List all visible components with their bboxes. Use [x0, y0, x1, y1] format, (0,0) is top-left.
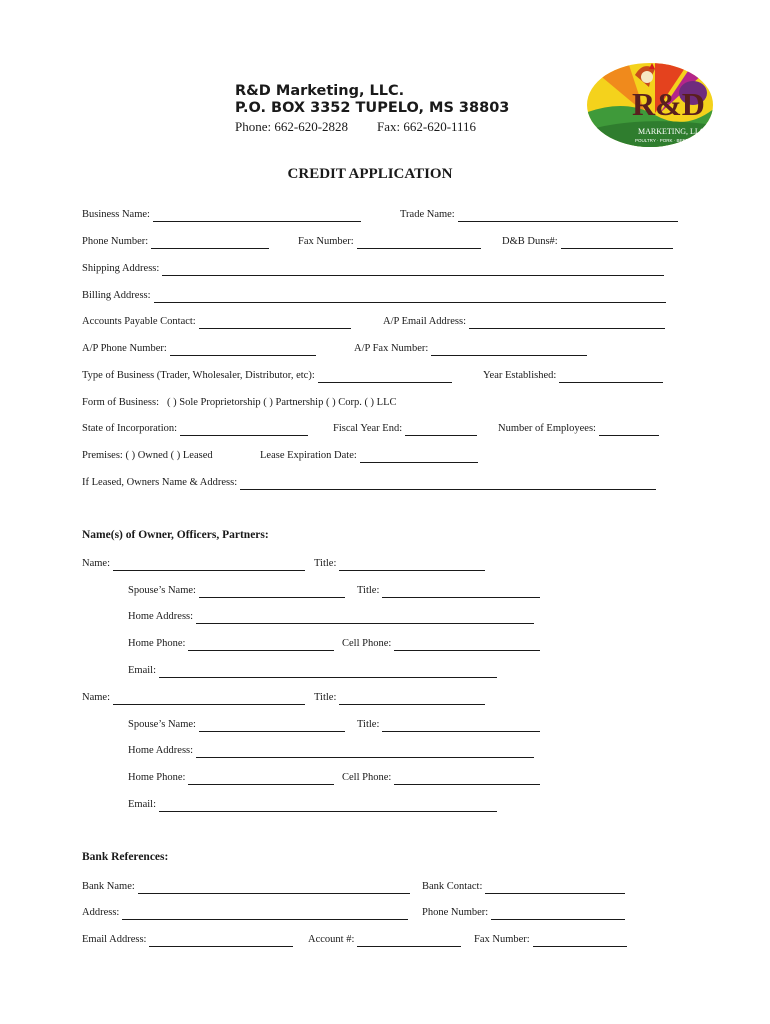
- bank-account-field[interactable]: [308, 931, 461, 947]
- owner1-spouse-title-label: Title:: [357, 585, 380, 596]
- owner2-spouse-title-label: Title:: [357, 719, 380, 730]
- phone-number-label: Phone Number:: [82, 236, 149, 247]
- owner2-email-field[interactable]: [128, 796, 497, 812]
- owner1-spouse-field[interactable]: [128, 582, 345, 598]
- form-title: CREDIT APPLICATION: [287, 166, 453, 182]
- owner1-name-label: Name:: [82, 558, 110, 569]
- form-of-business-field[interactable]: [82, 394, 397, 410]
- billing-address-field[interactable]: [82, 287, 666, 303]
- trade-name-label: Trade Name:: [400, 209, 455, 220]
- bank-account-label: Account #:: [308, 934, 355, 945]
- ap-fax-label: A/P Fax Number:: [354, 343, 429, 354]
- owner2-title-field[interactable]: [314, 689, 485, 705]
- owner2-home-address-label: Home Address:: [128, 745, 194, 756]
- owner1-home-phone-field[interactable]: [128, 635, 334, 651]
- form-of-business-options[interactable]: ( ) Sole Proprietorship ( ) Partnership ( ) Corp. ( ) LLC: [167, 397, 397, 408]
- phone-number-field[interactable]: [82, 233, 269, 249]
- owner2-email-label: Email:: [128, 799, 156, 810]
- bank-address-label: Address:: [82, 907, 120, 918]
- bank-email-label: Email Address:: [82, 934, 147, 945]
- owner1-title-label: Title:: [314, 558, 337, 569]
- ap-fax-field[interactable]: [354, 340, 587, 356]
- ap-email-field[interactable]: [383, 313, 665, 329]
- owner2-spouse-label: Spouse’s Name:: [128, 719, 196, 730]
- company-name: R&D Marketing, LLC.: [235, 83, 405, 99]
- shipping-address-label: Shipping Address:: [82, 263, 160, 274]
- form-of-business-label: Form of Business:: [82, 397, 160, 408]
- owner2-name-field[interactable]: [82, 689, 305, 705]
- dnb-duns-field[interactable]: [502, 233, 673, 249]
- owner2-spouse-field[interactable]: [128, 716, 345, 732]
- company-phone: Phone: 662-620-2828: [235, 119, 349, 134]
- owner1-name-field[interactable]: [82, 555, 305, 571]
- dnb-duns-label: D&B Duns#:: [502, 236, 558, 247]
- ap-contact-field[interactable]: [82, 313, 351, 329]
- ap-phone-field[interactable]: [82, 340, 316, 356]
- bank-phone-field[interactable]: [422, 904, 625, 920]
- bank-contact-field[interactable]: [422, 878, 625, 894]
- bank-section-title: Bank References:: [82, 851, 169, 863]
- owner2-home-phone-label: Home Phone:: [128, 772, 186, 783]
- logo-tagline: POULTRY · PORK · BEEF · FISH: [635, 138, 703, 143]
- owner2-name-label: Name:: [82, 692, 110, 703]
- bank-name-field[interactable]: [82, 878, 410, 894]
- owner1-home-phone-label: Home Phone:: [128, 638, 186, 649]
- owner1-home-address-label: Home Address:: [128, 611, 194, 622]
- bank-name-label: Bank Name:: [82, 881, 135, 892]
- fax-number-field[interactable]: [298, 233, 481, 249]
- type-of-business-field[interactable]: [82, 367, 452, 383]
- bank-email-field[interactable]: [82, 931, 293, 947]
- ap-phone-label: A/P Phone Number:: [82, 343, 167, 354]
- business-name-label: Business Name:: [82, 209, 150, 220]
- if-leased-label: If Leased, Owners Name & Address:: [82, 477, 238, 488]
- if-leased-field[interactable]: [82, 474, 656, 490]
- owner2-cell-phone-field[interactable]: [342, 769, 540, 785]
- owner2-cell-phone-label: Cell Phone:: [342, 772, 392, 783]
- company-fax: Fax: 662-620-1116: [377, 119, 477, 134]
- owners-section-title: Name(s) of Owner, Officers, Partners:: [82, 529, 269, 541]
- logo-sub-text: MARKETING, LLC: [638, 127, 706, 136]
- bank-address-field[interactable]: [82, 904, 408, 920]
- owner2-title-label: Title:: [314, 692, 337, 703]
- num-employees-field[interactable]: [498, 420, 659, 436]
- fiscal-year-end-label: Fiscal Year End:: [333, 423, 403, 434]
- trade-name-field[interactable]: [400, 206, 678, 222]
- owner1-spouse-title-field[interactable]: [357, 582, 540, 598]
- ap-contact-label: Accounts Payable Contact:: [82, 316, 196, 327]
- owner2-home-phone-field[interactable]: [128, 769, 334, 785]
- bank-phone-label: Phone Number:: [422, 907, 489, 918]
- ap-email-label: A/P Email Address:: [383, 316, 467, 327]
- lease-expiration-field[interactable]: [260, 447, 478, 463]
- type-of-business-label: Type of Business (Trader, Wholesaler, Distributor, etc):: [82, 370, 315, 381]
- logo-main-text: R&D: [632, 86, 705, 122]
- state-incorporation-label: State of Incorporation:: [82, 423, 178, 434]
- owner1-title-field[interactable]: [314, 555, 485, 571]
- year-established-field[interactable]: [483, 367, 663, 383]
- owner1-cell-phone-label: Cell Phone:: [342, 638, 392, 649]
- company-logo: [585, 53, 715, 153]
- bank-contact-label: Bank Contact:: [422, 881, 483, 892]
- lease-expiration-label: Lease Expiration Date:: [260, 450, 357, 461]
- business-name-field[interactable]: [82, 206, 361, 222]
- premises-field[interactable]: [82, 447, 213, 463]
- premises-label: Premises: ( ) Owned ( ) Leased: [82, 450, 213, 461]
- owner1-home-address-field[interactable]: [128, 608, 534, 624]
- company-address: P.O. BOX 3352 TUPELO, MS 38803: [235, 100, 510, 116]
- owner1-email-label: Email:: [128, 665, 156, 676]
- owner1-cell-phone-field[interactable]: [342, 635, 540, 651]
- fiscal-year-end-field[interactable]: [333, 420, 477, 436]
- rooster-farm-logo-icon: [585, 53, 715, 153]
- year-established-label: Year Established:: [483, 370, 557, 381]
- owner1-email-field[interactable]: [128, 662, 497, 678]
- fax-number-label: Fax Number:: [298, 236, 354, 247]
- owner2-home-address-field[interactable]: [128, 742, 534, 758]
- state-incorporation-field[interactable]: [82, 420, 308, 436]
- shipping-address-field[interactable]: [82, 260, 664, 276]
- owner2-spouse-title-field[interactable]: [357, 716, 540, 732]
- owner1-spouse-label: Spouse’s Name:: [128, 585, 196, 596]
- bank-fax-label: Fax Number:: [474, 934, 530, 945]
- bank-fax-field[interactable]: [474, 931, 627, 947]
- billing-address-label: Billing Address:: [82, 290, 151, 301]
- num-employees-label: Number of Employees:: [498, 423, 596, 434]
